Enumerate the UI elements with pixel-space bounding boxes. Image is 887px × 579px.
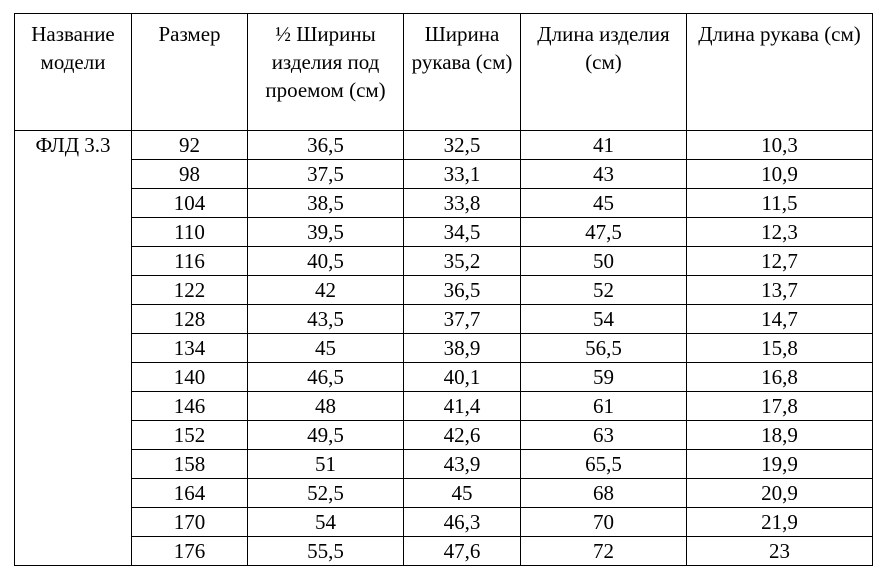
half-width-cell: 48 xyxy=(248,392,404,421)
header-half-width: ½ Ширины изделия под проемом (см) xyxy=(248,14,404,131)
table-row xyxy=(15,247,873,276)
half-width-cell: 54 xyxy=(248,508,404,537)
sleeve-length-cell: 10,3 xyxy=(687,131,873,160)
sleeve-width-cell: 41,4 xyxy=(404,392,521,421)
sleeve-length-cell: 23 xyxy=(687,537,873,566)
size-cell: 164 xyxy=(132,479,248,508)
sleeve-width-cell: 40,1 xyxy=(404,363,521,392)
sleeve-length-cell: 15,8 xyxy=(687,334,873,363)
sleeve-length-cell: 12,7 xyxy=(687,247,873,276)
garment-length-cell: 59 xyxy=(521,363,687,392)
sleeve-length-cell: 17,8 xyxy=(687,392,873,421)
table-row xyxy=(15,218,873,247)
sleeve-length-cell: 14,7 xyxy=(687,305,873,334)
sleeve-length-cell: 11,5 xyxy=(687,189,873,218)
half-width-cell: 51 xyxy=(248,450,404,479)
table-row xyxy=(15,479,873,508)
sleeve-length-cell: 18,9 xyxy=(687,421,873,450)
sleeve-width-cell: 37,7 xyxy=(404,305,521,334)
table-row xyxy=(15,305,873,334)
table-row xyxy=(15,334,873,363)
sleeve-length-cell: 20,9 xyxy=(687,479,873,508)
sleeve-length-cell: 10,9 xyxy=(687,160,873,189)
model-name-cell: ФЛД 3.3 xyxy=(15,131,132,566)
sleeve-width-cell: 45 xyxy=(404,479,521,508)
half-width-cell: 42 xyxy=(248,276,404,305)
header-sleeve-length: Длина рукава (см) xyxy=(687,14,873,131)
sleeve-width-cell: 47,6 xyxy=(404,537,521,566)
table-body xyxy=(15,131,873,566)
table-row xyxy=(15,450,873,479)
size-cell: 176 xyxy=(132,537,248,566)
garment-length-cell: 54 xyxy=(521,305,687,334)
sleeve-width-cell: 46,3 xyxy=(404,508,521,537)
garment-length-cell: 61 xyxy=(521,392,687,421)
header-row xyxy=(15,14,873,131)
half-width-cell: 38,5 xyxy=(248,189,404,218)
sleeve-length-cell: 13,7 xyxy=(687,276,873,305)
size-cell: 98 xyxy=(132,160,248,189)
sleeve-width-cell: 42,6 xyxy=(404,421,521,450)
garment-length-cell: 70 xyxy=(521,508,687,537)
table-row xyxy=(15,508,873,537)
sleeve-width-cell: 43,9 xyxy=(404,450,521,479)
garment-length-cell: 50 xyxy=(521,247,687,276)
garment-length-cell: 72 xyxy=(521,537,687,566)
header-model-name: Название модели xyxy=(15,14,132,131)
garment-length-cell: 65,5 xyxy=(521,450,687,479)
garment-length-cell: 43 xyxy=(521,160,687,189)
size-cell: 152 xyxy=(132,421,248,450)
sleeve-length-cell: 16,8 xyxy=(687,363,873,392)
size-cell: 104 xyxy=(132,189,248,218)
sleeve-length-cell: 12,3 xyxy=(687,218,873,247)
half-width-cell: 39,5 xyxy=(248,218,404,247)
sleeve-width-cell: 38,9 xyxy=(404,334,521,363)
table-row xyxy=(15,189,873,218)
size-cell: 92 xyxy=(132,131,248,160)
sleeve-length-cell: 21,9 xyxy=(687,508,873,537)
garment-length-cell: 47,5 xyxy=(521,218,687,247)
table-row xyxy=(15,131,873,160)
size-cell: 158 xyxy=(132,450,248,479)
garment-length-cell: 45 xyxy=(521,189,687,218)
half-width-cell: 37,5 xyxy=(248,160,404,189)
half-width-cell: 55,5 xyxy=(248,537,404,566)
table-row xyxy=(15,421,873,450)
size-cell: 128 xyxy=(132,305,248,334)
table-row xyxy=(15,160,873,189)
half-width-cell: 40,5 xyxy=(248,247,404,276)
sleeve-width-cell: 33,8 xyxy=(404,189,521,218)
size-cell: 140 xyxy=(132,363,248,392)
header-sleeve-width: Ширина рукава (см) xyxy=(404,14,521,131)
half-width-cell: 43,5 xyxy=(248,305,404,334)
size-cell: 116 xyxy=(132,247,248,276)
garment-length-cell: 68 xyxy=(521,479,687,508)
garment-length-cell: 52 xyxy=(521,276,687,305)
size-cell: 134 xyxy=(132,334,248,363)
size-cell: 170 xyxy=(132,508,248,537)
sleeve-width-cell: 34,5 xyxy=(404,218,521,247)
garment-length-cell: 56,5 xyxy=(521,334,687,363)
sleeve-length-cell: 19,9 xyxy=(687,450,873,479)
garment-length-cell: 63 xyxy=(521,421,687,450)
header-size: Размер xyxy=(132,14,248,131)
table-row xyxy=(15,276,873,305)
table-row xyxy=(15,392,873,421)
header-garment-length: Длина изделия (см) xyxy=(521,14,687,131)
half-width-cell: 49,5 xyxy=(248,421,404,450)
sleeve-width-cell: 33,1 xyxy=(404,160,521,189)
sleeve-width-cell: 32,5 xyxy=(404,131,521,160)
table-row xyxy=(15,363,873,392)
size-chart-table xyxy=(14,13,873,566)
sleeve-width-cell: 36,5 xyxy=(404,276,521,305)
sleeve-width-cell: 35,2 xyxy=(404,247,521,276)
size-cell: 110 xyxy=(132,218,248,247)
size-cell: 146 xyxy=(132,392,248,421)
table-row xyxy=(15,537,873,566)
half-width-cell: 45 xyxy=(248,334,404,363)
half-width-cell: 36,5 xyxy=(248,131,404,160)
garment-length-cell: 41 xyxy=(521,131,687,160)
size-cell: 122 xyxy=(132,276,248,305)
half-width-cell: 46,5 xyxy=(248,363,404,392)
half-width-cell: 52,5 xyxy=(248,479,404,508)
